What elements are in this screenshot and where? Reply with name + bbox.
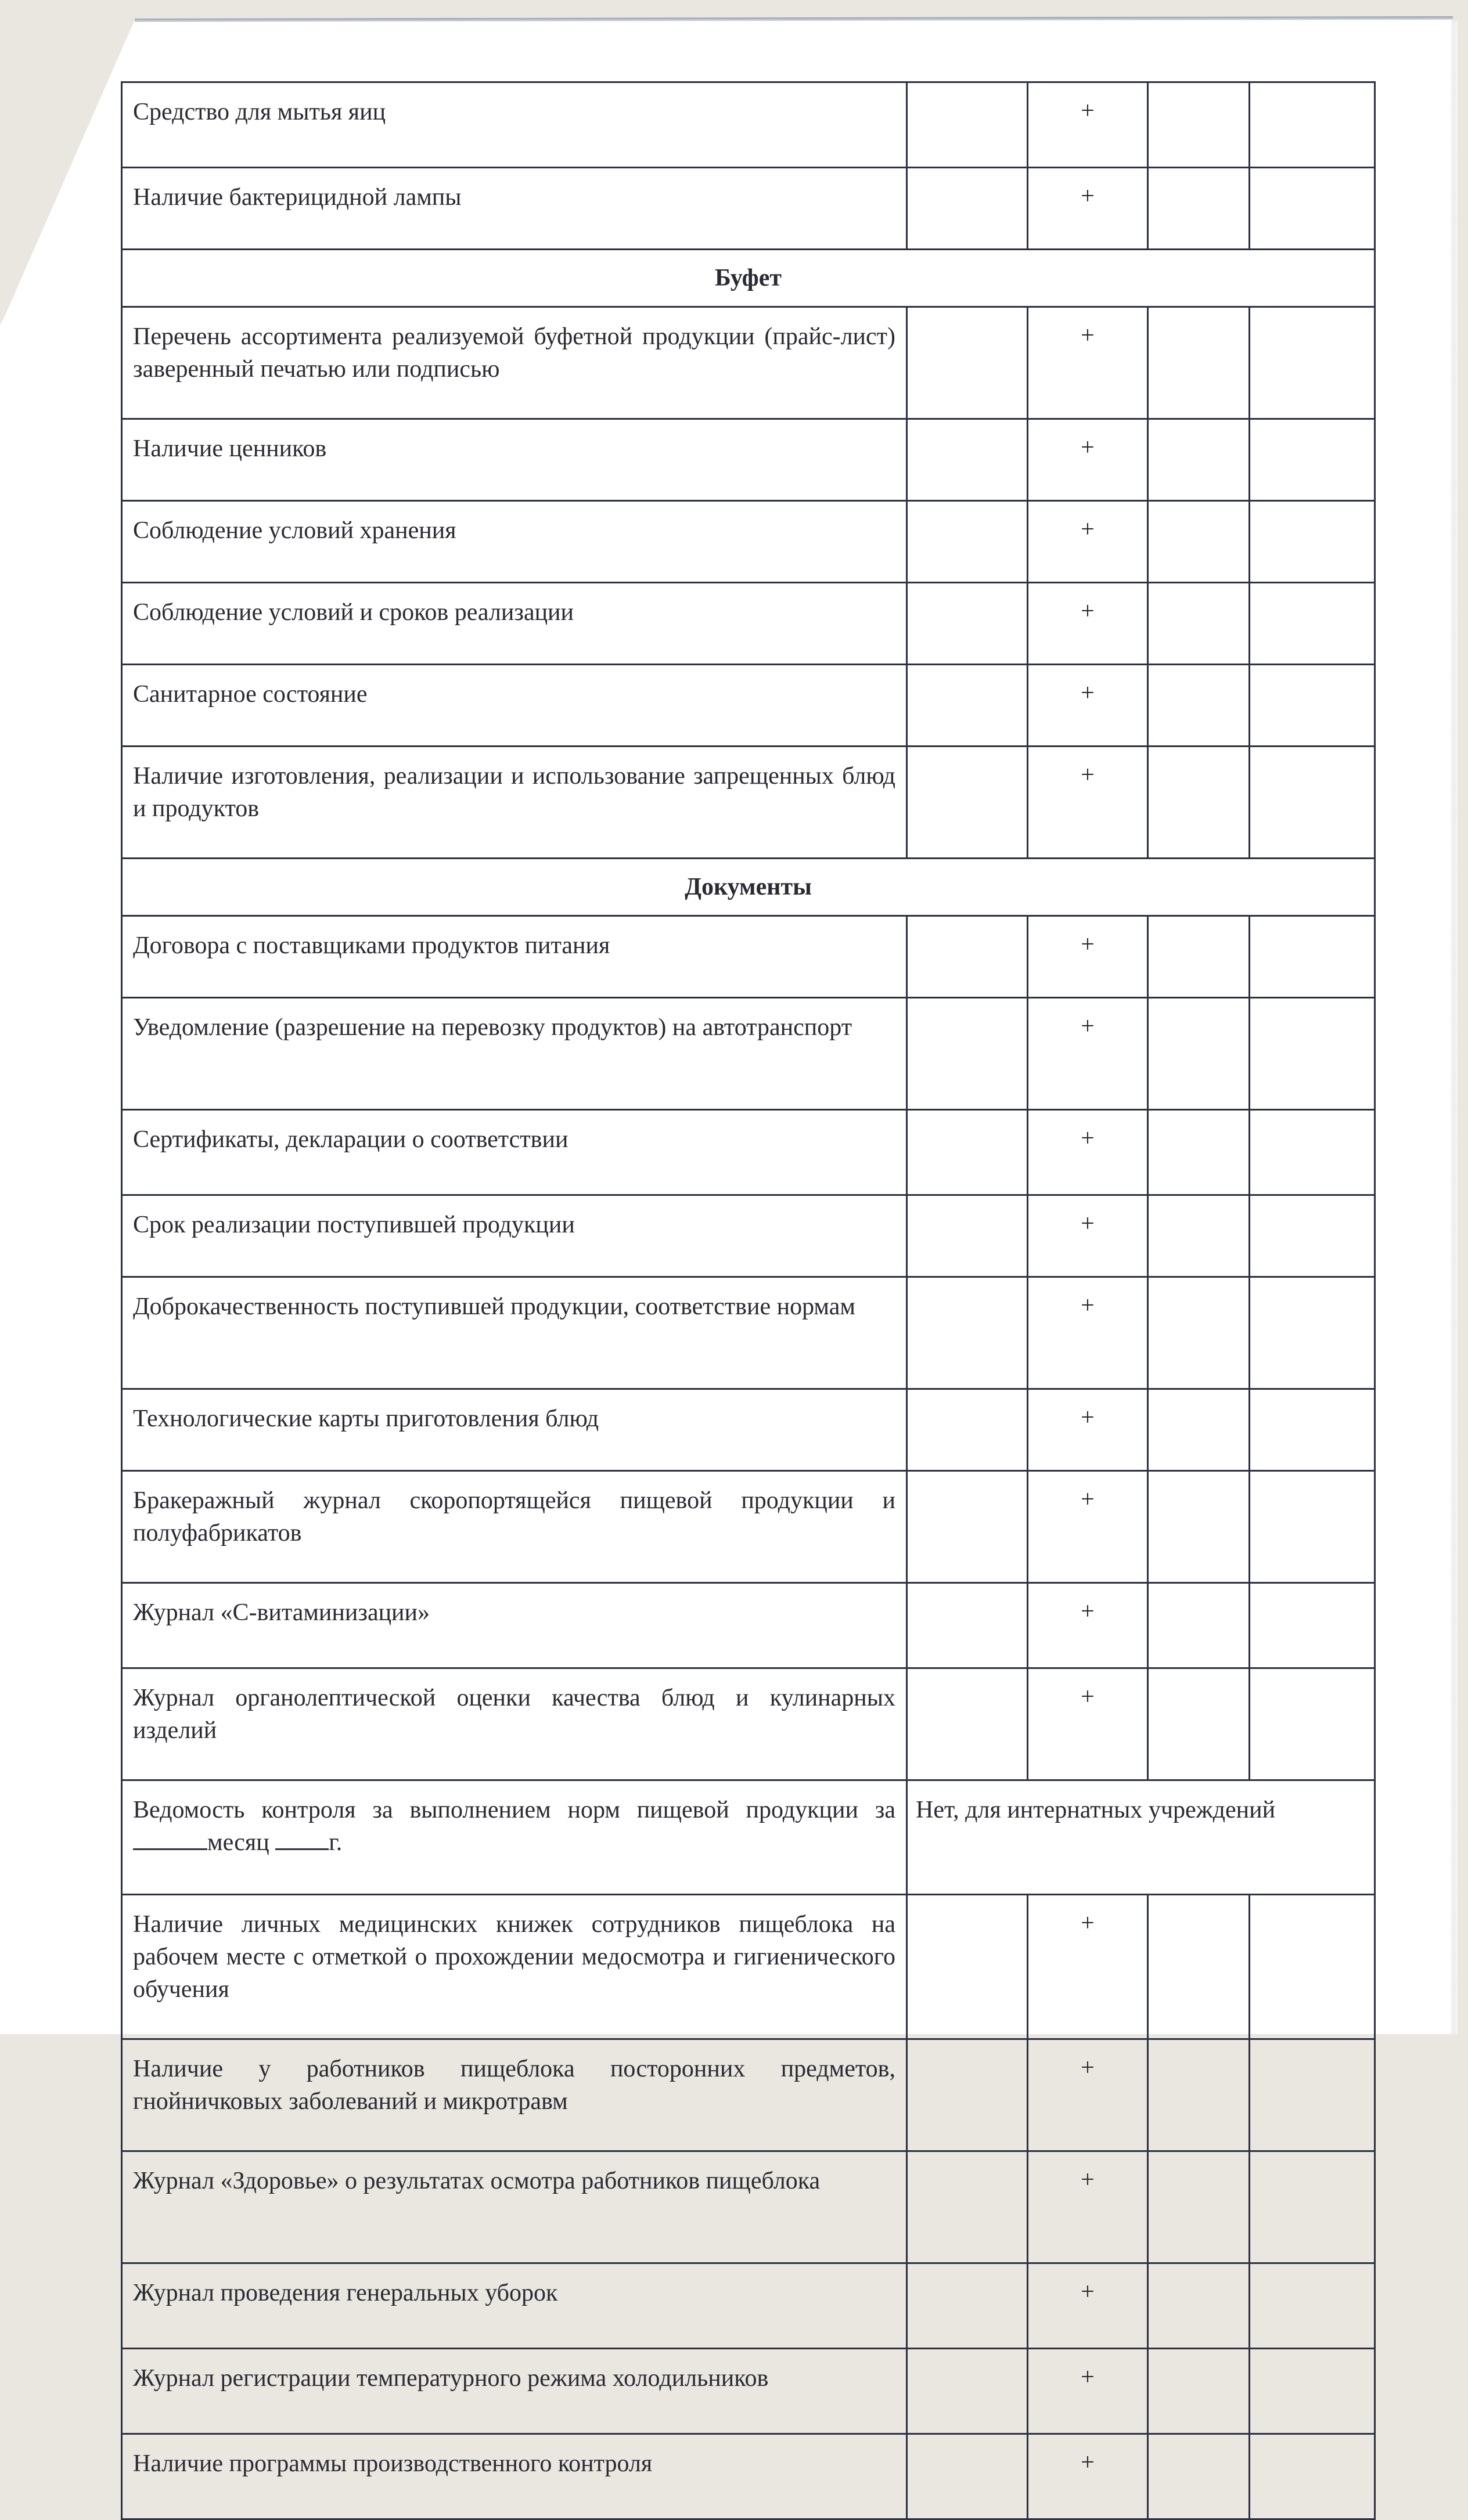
table-row (122, 1895, 1375, 2039)
mark-cell (907, 307, 1028, 419)
mark-cell (1148, 1195, 1250, 1277)
mark-cell (907, 2434, 1028, 2519)
mark-cell (1148, 2151, 1250, 2263)
mark-cell (1250, 2434, 1375, 2519)
mark-cell (1250, 2039, 1375, 2151)
mark-cell (907, 583, 1028, 665)
mark-cell (1148, 2039, 1250, 2151)
table-row (122, 419, 1375, 501)
item-name: Наличие у работников пищеблока посторонних предметов, гнойничковых заболеваний и микротравм (122, 2039, 907, 2151)
mark-cell (1148, 2349, 1250, 2434)
table-row (122, 1471, 1375, 1583)
item-name: Средство для мытья яиц (122, 82, 907, 168)
mark-cell (907, 747, 1028, 859)
item-name: Наличие изготовления, реализации и использование запрещенных блюд и продуктов (122, 747, 907, 859)
item-text-part1: Ведомость контроля за выполнением норм пищевой продукции за (133, 1797, 895, 1823)
mark-cell (1250, 916, 1375, 998)
mark-cell (1250, 168, 1375, 250)
table-row (122, 2434, 1375, 2519)
item-name: Журнал регистрации температурного режима холодильников (122, 2349, 907, 2434)
mark-cell: + (1028, 168, 1148, 250)
mark-cell (907, 1195, 1028, 1277)
mark-cell: + (1028, 1277, 1148, 1389)
mark-cell (1148, 1110, 1250, 1195)
item-name: Соблюдение условий и сроков реализации (122, 583, 907, 665)
mark-cell (1250, 307, 1375, 419)
item-name: Доброкачественность поступившей продукции, соответствие нормам (122, 1277, 907, 1389)
table-row (122, 1110, 1375, 1195)
table-row (122, 1277, 1375, 1389)
mark-cell: + (1028, 419, 1148, 501)
mark-cell: + (1028, 1389, 1148, 1471)
item-name: Журнал «С-витаминизации» (122, 1583, 907, 1668)
mark-cell: + (1028, 1583, 1148, 1668)
mark-cell (1148, 2434, 1250, 2519)
table-row (122, 1389, 1375, 1471)
mark-cell (1148, 1389, 1250, 1471)
mark-cell (1148, 1668, 1250, 1780)
table-row (122, 665, 1375, 747)
table-row (122, 2263, 1375, 2349)
item-name: Журнал органолептической оценки качества блюд и кулинарных изделий (122, 1668, 907, 1780)
section-header-row (122, 250, 1375, 307)
table-row (122, 1583, 1375, 1668)
item-name: Наличие бактерицидной лампы (122, 168, 907, 250)
mark-cell: + (1028, 2434, 1148, 2519)
mark-cell (1250, 1277, 1375, 1389)
mark-cell (1148, 2263, 1250, 2349)
item-name: Наличие ценников (122, 419, 907, 501)
table-row (122, 307, 1375, 419)
mark-cell (1250, 665, 1375, 747)
mark-cell: + (1028, 1471, 1148, 1583)
mark-cell: + (1028, 1895, 1148, 2039)
mark-cell (907, 1895, 1028, 2039)
mark-cell: + (1028, 307, 1148, 419)
mark-cell (1250, 1583, 1375, 1668)
item-name: Соблюдение условий хранения (122, 501, 907, 583)
mark-cell (1148, 916, 1250, 998)
mark-cell (907, 2349, 1028, 2434)
mark-cell (1250, 419, 1375, 501)
table-row (122, 583, 1375, 665)
mark-cell (907, 2263, 1028, 2349)
item-name: Уведомление (разрешение на перевозку продуктов) на автотранспорт (122, 998, 907, 1110)
mark-cell (907, 1668, 1028, 1780)
mark-cell (907, 916, 1028, 998)
mark-cell: + (1028, 1110, 1148, 1195)
table-row (122, 82, 1375, 168)
table-row (122, 747, 1375, 859)
mark-cell: + (1028, 583, 1148, 665)
mark-cell (1148, 583, 1250, 665)
item-name: Наличие личных медицинских книжек сотрудников пищеблока на рабочем месте с отметкой о прохождении медосмотра и гигиенического обучения (122, 1895, 907, 2039)
section-title-bufet: Буфет (122, 250, 1375, 307)
item-name: Журнал «Здоровье» о результатах осмотра работников пищеблока (122, 2151, 907, 2263)
mark-cell (1250, 998, 1375, 1110)
item-name: Срок реализации поступившей продукции (122, 1195, 907, 1277)
table-row (122, 2349, 1375, 2434)
item-text-part2: месяц (207, 1829, 269, 1856)
mark-cell (907, 1110, 1028, 1195)
mark-cell (1148, 168, 1250, 250)
mark-cell (907, 665, 1028, 747)
mark-cell (907, 1277, 1028, 1389)
mark-cell: + (1028, 82, 1148, 168)
mark-cell: + (1028, 2039, 1148, 2151)
year-blank-field[interactable] (275, 1829, 329, 1850)
table-row (122, 2039, 1375, 2151)
mark-cell: + (1028, 2263, 1148, 2349)
mark-cell (1148, 419, 1250, 501)
mark-cell (1250, 1668, 1375, 1780)
table-row (122, 168, 1375, 250)
item-name: Перечень ассортимента реализуемой буфетной продукции (прайс-лист) заверенный печатью или подписью (122, 307, 907, 419)
mark-cell (907, 1583, 1028, 1668)
table-row-statement (122, 1780, 1375, 1895)
mark-cell (1148, 665, 1250, 747)
mark-cell: + (1028, 747, 1148, 859)
mark-cell: + (1028, 2349, 1148, 2434)
mark-cell (907, 998, 1028, 1110)
mark-cell: + (1028, 1195, 1148, 1277)
mark-cell (1148, 82, 1250, 168)
item-name: Санитарное состояние (122, 665, 907, 747)
mark-cell (907, 168, 1028, 250)
table-row (122, 998, 1375, 1110)
item-name: Технологические карты приготовления блюд (122, 1389, 907, 1471)
mark-cell (1148, 998, 1250, 1110)
mark-cell (1148, 1583, 1250, 1668)
table-row (122, 501, 1375, 583)
item-name: Бракеражный журнал скоропортящейся пищевой продукции и полуфабрикатов (122, 1471, 907, 1583)
mark-cell (1148, 747, 1250, 859)
mark-cell (1148, 1471, 1250, 1583)
mark-cell: + (1028, 916, 1148, 998)
item-name: Наличие программы производственного контроля (122, 2434, 907, 2519)
sheet-right-edge (1449, 21, 1458, 2034)
table-row (122, 1195, 1375, 1277)
mark-cell (1250, 1895, 1375, 2039)
section-title-documents: Документы (122, 859, 1375, 916)
mark-cell (907, 501, 1028, 583)
mark-cell (1250, 2151, 1375, 2263)
table-row (122, 2151, 1375, 2263)
item-name: Сертификаты, декларации о соответствии (122, 1110, 907, 1195)
mark-cell (1250, 501, 1375, 583)
mark-cell (1250, 1389, 1375, 1471)
table-row (122, 1668, 1375, 1780)
item-name: Договора с поставщиками продуктов питания (122, 916, 907, 998)
mark-cell (1250, 2349, 1375, 2434)
mark-cell (1148, 307, 1250, 419)
mark-cell (1148, 501, 1250, 583)
mark-cell (1250, 1471, 1375, 1583)
mark-cell (907, 82, 1028, 168)
mark-cell: + (1028, 998, 1148, 1110)
mark-cell (907, 419, 1028, 501)
mark-cell: + (1028, 665, 1148, 747)
mark-cell (1250, 1195, 1375, 1277)
mark-cell: + (1028, 501, 1148, 583)
table-row (122, 916, 1375, 998)
mark-cell: + (1028, 2151, 1148, 2263)
section-header-row (122, 859, 1375, 916)
inspection-checklist-table (121, 81, 1376, 2520)
mark-cell (907, 2151, 1028, 2263)
note-cell: Нет, для интернатных учреждений (907, 1780, 1375, 1895)
month-blank-field[interactable] (133, 1829, 207, 1850)
mark-cell (1148, 1277, 1250, 1389)
mark-cell (1250, 583, 1375, 665)
mark-cell (907, 2039, 1028, 2151)
item-name: Журнал проведения генеральных уборок (122, 2263, 907, 2349)
mark-cell: + (1028, 1668, 1148, 1780)
mark-cell (1250, 2263, 1375, 2349)
item-name (122, 1780, 907, 1895)
mark-cell (1250, 747, 1375, 859)
mark-cell (1250, 82, 1375, 168)
mark-cell (907, 1389, 1028, 1471)
item-text-part3: г. (329, 1829, 343, 1856)
mark-cell (907, 1471, 1028, 1583)
mark-cell (1250, 1110, 1375, 1195)
mark-cell (1148, 1895, 1250, 2039)
